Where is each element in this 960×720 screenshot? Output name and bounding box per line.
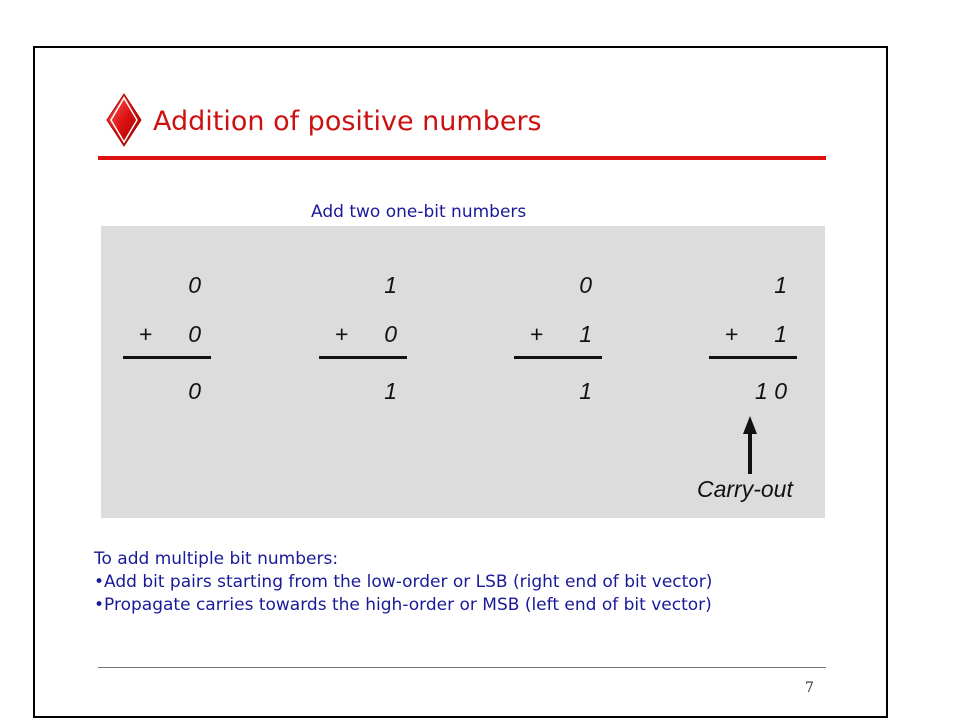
notes-bullet-1: •Add bit pairs starting from the low-order or LSB (right end of bit vector) [94,572,713,592]
addend-top: 1 [774,272,787,298]
arrow-up-icon [743,416,757,474]
sum-result: 0 [188,378,201,404]
plus-sign: + [530,321,544,347]
footer-rule [98,667,826,668]
notes-text [94,548,712,617]
addend-bottom: 0 [188,321,201,347]
sum-result: 1 [384,378,397,404]
plus-sign: + [335,321,349,347]
sum-result: 1 [579,378,592,404]
addend-bottom: 1 [774,321,787,347]
addition-example-3 [512,226,642,426]
addend-top: 1 [384,272,397,298]
addend-bottom: 0 [384,321,397,347]
slide-subtitle: Add two one-bit numbers [311,202,527,222]
addend-top: 0 [188,272,201,298]
slide [33,46,888,718]
addition-examples-panel [101,226,825,518]
plus-sign: + [139,321,153,347]
addition-example-2 [317,226,447,426]
addition-example-1 [121,226,251,426]
addition-example-4 [707,226,837,426]
sum-line [123,356,211,359]
notes-heading: To add multiple bit numbers: [94,549,339,569]
addend-top: 0 [579,272,592,298]
slide-title: Addition of positive numbers [153,106,542,137]
plus-sign: + [725,321,739,347]
title-underline [98,156,826,160]
sum-line [709,356,797,359]
notes-bullet-2: •Propagate carries towards the high-order or MSB (left end of bit vector) [94,595,712,615]
page-number: 7 [805,680,814,696]
sum-line [319,356,407,359]
carry-out-label: Carry-out [697,476,793,502]
sum-line [514,356,602,359]
sum-result: 1 0 [755,378,787,404]
diamond-icon [105,92,143,148]
addend-bottom: 1 [579,321,592,347]
